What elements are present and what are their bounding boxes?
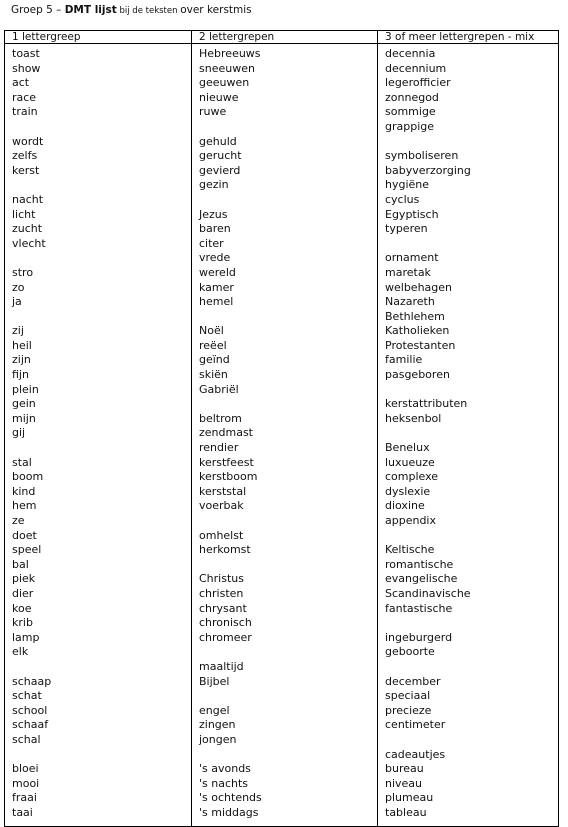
word-item: hem [12, 499, 37, 513]
word-item: show [12, 61, 41, 75]
word-item: zendmast [199, 426, 253, 440]
word-item: fijn [12, 368, 29, 382]
word-item: skiën [199, 368, 228, 382]
word-item: zelfs [12, 149, 38, 163]
word-item: omhelst [199, 528, 244, 542]
word-item: Hebreeuws [199, 47, 261, 60]
column-cell-3 [378, 44, 559, 827]
word-item: schaaf [12, 718, 49, 732]
word-item: maaltijd [199, 659, 244, 673]
word-item: welbehagen [385, 280, 453, 294]
word-item: Noël [199, 324, 224, 338]
word-item: ornament [385, 251, 439, 265]
blank-line [199, 558, 377, 573]
word-item: koe [12, 601, 32, 615]
word-item: baren [199, 222, 231, 236]
blank-line [12, 748, 191, 763]
word-list-table [4, 30, 559, 827]
word-item: nieuwe [199, 90, 239, 104]
word-item: bloei [12, 762, 39, 776]
column-cell-1 [5, 44, 192, 827]
word-item: kerst [12, 163, 40, 177]
word-item: Scandinavische [385, 586, 471, 600]
word-item: complexe [385, 470, 439, 484]
word-item: 's avonds [199, 762, 251, 776]
word-item: Protestanten [385, 338, 456, 352]
word-item: doet [12, 528, 37, 542]
word-item: toast [12, 47, 40, 60]
blank-line [385, 529, 558, 544]
word-item: gein [12, 397, 36, 411]
blank-line [12, 178, 191, 193]
word-item: hemel [199, 295, 234, 309]
word-item: zonnegod [385, 90, 439, 104]
word-item: piek [12, 572, 36, 586]
word-item: 's nachts [199, 776, 249, 790]
word-item: typeren [385, 222, 428, 236]
blank-line [199, 748, 377, 763]
word-item: gevierd [199, 163, 241, 177]
word-item: fantastische [385, 601, 453, 615]
word-item: zucht [12, 222, 43, 236]
column-header-1: 1 lettergreep [5, 31, 192, 44]
word-item: school [12, 703, 48, 717]
word-item: vrede [199, 251, 231, 265]
word-item: citer [199, 236, 224, 250]
word-item: cadeautjes [385, 747, 446, 761]
word-item: voerbak [199, 499, 244, 513]
word-item: december [385, 674, 441, 688]
blank-line [199, 645, 377, 660]
word-item: pasgeboren [385, 368, 450, 382]
word-item: mooi [12, 776, 40, 790]
word-item: dioxine [385, 499, 425, 513]
word-item: Katholieken [385, 324, 450, 338]
word-item: ja [12, 295, 22, 309]
word-item: schal [12, 732, 41, 746]
word-item: sneeuwen [199, 61, 255, 75]
word-item: beltrom [199, 411, 242, 425]
blank-line [199, 397, 377, 412]
word-item: kerstfeest [199, 455, 254, 469]
word-item: decennium [385, 61, 447, 75]
word-item: speel [12, 543, 42, 557]
word-item: jongen [199, 732, 237, 746]
word-item: plumeau [385, 791, 434, 805]
word-item: romantische [385, 557, 454, 571]
blank-line [385, 383, 558, 398]
word-item: hygiëne [385, 178, 430, 192]
blank-line [12, 251, 191, 266]
blank-line [12, 310, 191, 325]
word-item: rendier [199, 441, 239, 455]
word-item: plein [12, 382, 39, 396]
word-item: Gabriël [199, 382, 239, 396]
blank-line [385, 733, 558, 748]
word-item: chronisch [199, 616, 252, 630]
word-item: mijn [12, 411, 36, 425]
word-item: gezin [199, 178, 229, 192]
blank-line [12, 441, 191, 456]
word-item: kamer [199, 280, 234, 294]
blank-line [385, 660, 558, 675]
word-item: gerucht [199, 149, 242, 163]
word-item: babyverzorging [385, 163, 471, 177]
word-item: herkomst [199, 543, 251, 557]
blank-line [385, 426, 558, 441]
word-item: gehuld [199, 134, 237, 148]
word-item: Egyptisch [385, 207, 439, 221]
word-item: gij [12, 426, 26, 440]
word-item: Christus [199, 572, 244, 586]
blank-line [385, 135, 558, 150]
blank-line [199, 120, 377, 135]
word-item: krib [12, 616, 33, 630]
word-item: train [12, 105, 38, 119]
word-item: nacht [12, 192, 44, 206]
word-item: dier [12, 586, 34, 600]
word-item: maretak [385, 265, 431, 279]
word-item: 's middags [199, 805, 259, 819]
word-item: Benelux [385, 441, 430, 455]
word-item: vlecht [12, 236, 46, 250]
page-title [11, 3, 252, 18]
blank-line [12, 660, 191, 675]
word-item: decennia [385, 47, 436, 60]
word-item: schaap [12, 674, 52, 688]
word-item: symboliseren [385, 149, 459, 163]
blank-line [199, 514, 377, 529]
word-item: familie [385, 353, 423, 367]
word-item: fraai [12, 791, 37, 805]
blank-line [199, 310, 377, 325]
body-row [5, 44, 559, 827]
word-item: wereld [199, 265, 236, 279]
blank-line [199, 193, 377, 208]
word-item: Bethlehem [385, 309, 445, 323]
word-item: stro [12, 265, 34, 279]
word-item: zo [12, 280, 25, 294]
title-small: bij de teksten [116, 6, 181, 16]
word-item: wordt [12, 134, 44, 148]
blank-line [385, 616, 558, 631]
word-item: Nazareth [385, 295, 435, 309]
word-item: race [12, 90, 37, 104]
word-item: reëel [199, 338, 227, 352]
header-row [5, 31, 559, 44]
word-item: speciaal [385, 689, 431, 703]
word-item: elk [12, 645, 29, 659]
word-item: geïnd [199, 353, 230, 367]
word-item: zingen [199, 718, 236, 732]
word-item: kind [12, 484, 36, 498]
blank-line [385, 237, 558, 252]
word-item: heksenbol [385, 411, 442, 425]
word-item: stal [12, 455, 32, 469]
title-prefix: Groep 5 – [11, 4, 65, 16]
blank-line [199, 689, 377, 704]
title-bold: DMT lijst [64, 4, 117, 16]
word-item: Bijbel [199, 674, 230, 688]
word-item: geeuwen [199, 76, 250, 90]
word-item: luxueuze [385, 455, 435, 469]
column-header-3: 3 of meer lettergrepen - mix [378, 31, 559, 44]
word-item: heil [12, 338, 32, 352]
word-item: centimeter [385, 718, 446, 732]
word-item: ze [12, 514, 25, 527]
column-cell-2 [192, 44, 378, 827]
word-item: schat [12, 689, 42, 703]
title-suffix: over kerstmis [180, 4, 252, 16]
word-item: act [12, 76, 30, 90]
word-item: chrysant [199, 601, 247, 615]
word-item: taai [12, 805, 33, 819]
word-item: kerstboom [199, 470, 258, 484]
word-item: ruwe [199, 105, 227, 119]
word-item: legerofficier [385, 76, 451, 90]
word-item: licht [12, 207, 36, 221]
word-item: cyclus [385, 192, 420, 206]
word-item: bal [12, 557, 29, 571]
word-item: engel [199, 703, 230, 717]
word-item: zij [12, 324, 24, 338]
word-item: geboorte [385, 645, 435, 659]
word-item: grappige [385, 119, 435, 133]
word-item: sommige [385, 105, 436, 119]
word-item: kerststal [199, 484, 247, 498]
word-item: 's ochtends [199, 791, 262, 805]
word-item: chromeer [199, 630, 252, 644]
word-item: niveau [385, 776, 423, 790]
word-item: evangelische [385, 572, 458, 586]
word-item: appendix [385, 514, 436, 527]
word-item: Jezus [199, 207, 228, 221]
word-item: christen [199, 586, 244, 600]
word-item: zijn [12, 353, 31, 367]
word-item: tableau [385, 805, 427, 819]
word-item: precieze [385, 703, 432, 717]
column-header-2: 2 lettergrepen [192, 31, 378, 44]
word-item: dyslexie [385, 484, 431, 498]
word-item: lamp [12, 630, 40, 644]
word-item: bureau [385, 762, 424, 776]
word-item: Keltische [385, 543, 435, 557]
word-item: kerstattributen [385, 397, 468, 411]
blank-line [12, 120, 191, 135]
word-item: ingeburgerd [385, 630, 453, 644]
word-item: boom [12, 470, 44, 484]
